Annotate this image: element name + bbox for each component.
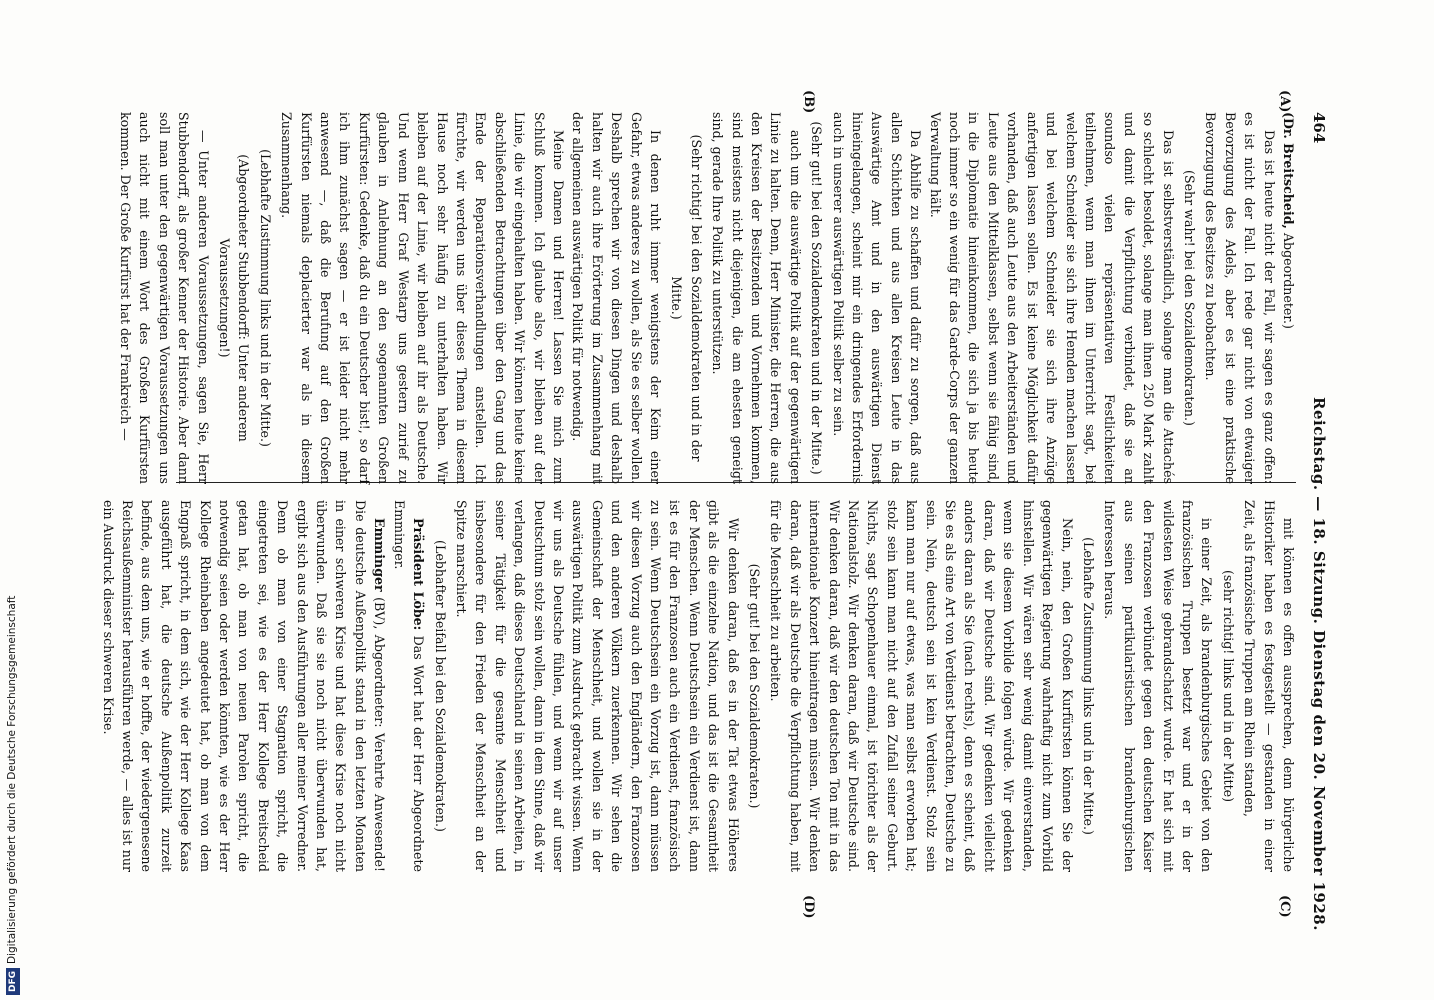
speech-paragraph (389, 500, 428, 872)
speech-paragraph: Nein, nein, den Großen Kurfürsten können Sie der gegenwärtigen Regierung wahrhaftig nicht zum Vorbild hinstellen. Wir wären sehr wenig damit einverstanden, wenn sie diesem Vorbilde folgen würde. Wir gedenken daran, daß wir Deutsche sind. Wir gedenken vielleicht anders daran als Sie (nach rechts), denn es scheint, daß Sie es als eine Art von Verdienst betrachten, Deutsche zu sein. Nein, deutsch sein ist kein Verdienst. Stolz sein kann man nur auf etwas, was man selbst erworben hat; stolz sein kann man nicht auf den Zufall seiner Geburt. Nichts, sagt Schopenhauer einmal, ist törichter als der Nationalstolz. Wir denken daran, daß wir Deutsche sind. Wir denken daran, daß wir den deutschen Ton mit in das internationale Konzert hineintragen müssen. Wir denken daran, daß wir als Deutsche die Verpflichtung haben, mit für die Menschheit zu arbeiten. (768, 500, 1075, 872)
speech-paragraph: in einer Zeit, als brandenburgisches Gebiet von den französischen Truppen besetzt war und er in der wildesten Weise gebrandschatzt wurde. Er hat sich mit den Franzosen verbündet gegen den deutschen Kaiser aus seinen partikularistischen brandenburgischen Interessen heraus. (1102, 500, 1215, 872)
digitization-footer (0, 0, 20, 1000)
speech-paragraph (98, 500, 389, 872)
speech-text: Das Wort hat der Herr Abgeordnete Emminger. (391, 500, 427, 872)
stage-direction: (Sehr gut! bei den Sozialdemokraten und in der Mitte.) (809, 121, 825, 475)
speaker-name: Emminger (372, 518, 388, 592)
speech-paragraph: Wir denken daran, daß es in der Tat etwas Höheres gibt als die einzelne Nation, und das ist die Gesamtheit der Menschen. Wenn Deutschsein ein Verdienst ist, dann ist es für den Franzosen auch ein Verdienst, französisch zu sein. Wenn Deutschsein ein Vorzug ist, dann müssen wir diesen Vorzug auch den Engländern, den Franzosen und den anderen Völkern zuerkennen. Wir sehen die Gemeinschaft der Menschheit, und wollen sie in der auswärtigen Politik zum Ausdruck gebracht wissen. Wenn wir uns als Deutsche fühlen, und wenn wir auf unser Deutschtum stolz sein wollen, dann in dem Sinne, daß wir verlangen, daß dieses Deutschland in seinen Arbeiten, in seiner Tätigkeit für die gesamte Menschheit und insbesondere für den Frieden der Menschheit an der Spitze marschiert. (453, 500, 741, 872)
dfg-logo: DFG (6, 968, 20, 995)
stage-direction: (Lebhafte Zustimmung links und in der Mitte.) (1080, 537, 1096, 835)
speech-paragraph: mit können es offen aussprechen, denn bürgerliche Historiker haben es festgestellt — gestanden in einer Zeit, als französische Truppen am Rhein standen, (1242, 500, 1296, 872)
margin-mark-c: (C) (1277, 895, 1292, 918)
speaker-role: Abgeordneter.) (1281, 232, 1296, 329)
margin-mark-b: (B) (801, 90, 816, 114)
speech-paragraph: Das ist selbstverständlich, solange man die Attachés so schlecht besoldet, solange man ihnen 250 Mark zahlt und damit die Verpflichtung verbindet, daß sie an soundso vielen repräsentativen Festlichkeiten teilnehmen, wenn man ihnen im Unterricht sagt, bei welchem Schneider sie sich ihre Hemden machen lassen und bei welchem Schneider sie sich ihre Anzüge anfertigen lassen sollen. Es ist keine Möglichkeit dafür vorhanden, daß auch Leute aus den Arbeiterständen und Leute aus den Mittelklassen, selbst wenn sie fähig sind, in die Diplomatie hineinkommen, die sich ja bis heute noch immer so ein wenig für das Garde-Corps der ganzen Verwaltung hält. (927, 112, 1176, 484)
speech-paragraph: Da Abhilfe zu schaffen und dafür zu sorgen, daß aus allen Schichten und aus allen Kreisen Leute in das Auswärtige Amt und in den auswärtigen Dienst hineingelangen, scheint mir ein dringendes Erfordernis auch in unserer auswärtigen Politik selber zu sein. (830, 112, 924, 484)
stage-direction: (sehr richtig! links und in der Mitte) (1220, 569, 1236, 803)
stage-direction: (Sehr wahr! bei den Sozialdemokraten.) (1181, 170, 1197, 426)
page-number: 464 (1310, 112, 1328, 144)
speech-paragraph: auch um die auswärtige Politik auf der gegenwärtigen Linie zu halten. Denn, Herr Minister, die Herren, die aus den Kreisen der Besitzenden und Vornehmen kommen, sind meistens nicht diejenigen, die am ehesten geneigt sind, gerade Ihre Politik zu unterstützen. (710, 112, 803, 484)
speaker-name: (Dr. Breitscheid, (1281, 112, 1296, 229)
speaker-heading (1279, 112, 1298, 484)
speech-paragraph: In denen ruht immer wenigstens der Keim einer Gefahr, etwas anderes zu wollen, als Sie es selber wollen. Deshalb sprechen wir von diesen Dingen und deshalb halten wir auch ihre Erörterung im Zusammenhang mit der allgemeinen auswärtigen Politik für notwendig. (570, 112, 663, 484)
stage-direction: (Abgeordneter Stubbendorff: Unter anderem Voraussetzungen!) (217, 154, 252, 442)
speech-paragraph: Das ist heute nicht der Fall, wir sagen es ganz offen: es ist nicht der Fall. Ich rede gar nicht von etwaiger Bevorzugung des Adels, aber es ist eine praktische Bevorzugung des Besitzes zu beobachten. (1203, 112, 1277, 484)
margin-mark-a: (A) (1277, 90, 1292, 113)
footer-text: Digitalisierung gefördert durch die Deutsche Forschungsgemeinschaft (6, 595, 18, 964)
right-column (98, 500, 1298, 872)
speech-text: (BV), Abgeordneter: Verehrte Anwesende! Die deutsche Außenpolitik stand in den letzten Monaten in einer schweren Krise und hat diese Krise noch nicht überwunden. Daß sie sie noch nicht überwunden hat, ergibt sich aus den Ausführungen aller meiner Vorredner. Denn ob man von einer Stagnation spricht, die eingetreten sei, wie es der Herr Kollege Breitscheid getan hat, ob man von neuen Parolen spricht, die notwendig seien oder werden könnten, wie es der Herr Kollege Rheinbaben angedeutet hat, ob man von dem Engpaß spricht, in dem sich, wie der Herr Kollege Kaas ausgeführt hat, die deutsche Außenpolitik zurzeit befinde, aus dem uns, wie er hoffte, der wiedergenesene Reichsaußenminister herausführen werde, — alles ist nur ein Ausdruck dieser schweren Krise. (100, 500, 388, 872)
left-column (116, 112, 1298, 484)
stage-direction: (Lebhafte Zustimmung links und in der Mitte.) (257, 149, 273, 447)
margin-mark-d: (D) (801, 895, 816, 919)
stage-direction: (Sehr richtig! bei den Sozialdemokraten und in der Mitte.) (669, 134, 704, 462)
page-title: Reichstag. — 18. Sitzung. Dienstag den 20. November 1928. (1310, 397, 1328, 931)
stage-direction: (Sehr gut! bei den Sozialdemokraten.) (747, 563, 763, 809)
rotated-page-content (30, 0, 1330, 1000)
speech-paragraph: Meine Damen und Herren! Lassen Sie mich zum Schluß kommen. Ich glaube also, wir bleiben auf der Linie, die wir eingehalten haben. Wir können heute keine abschließenden Betrachtungen über den Gang und das Ende der Reparationsverhandlungen anstellen. Ich fürchte, wir werden uns über dieses Thema in diesem Hause noch sehr häufig zu unterhalten haben. Wir bleiben auf der Linie, wir bleiben auf ihr als Deutsche. Und wenn Herr Graf Westarp uns gestern zurief zu glauben in Anlehnung an den sogenannten Großen Kurfürsten: Gedenke, daß du ein Deutscher bist!, so darf ich ihm zunächst sagen — er ist leider nicht mehr anwesend —, daß die Berufung auf den Großen Kurfürsten niemals deplacierter war als in diesem Zusammenhang. (279, 112, 566, 484)
speech-paragraph: — Unter anderen Voraussetzungen, sagen Sie, Herr Stubbendorff, als großer Kenner der Historie. Aber dann soll man unter den gegenwärtigen Voraussetzungen uns auch nicht mit einem Wort des Großen Kurfürsten kommen. Der Große Kurfürst hat der Frankreich — (118, 112, 211, 484)
speaker-name: Präsident Löbe: (411, 518, 427, 631)
page-header (1304, 112, 1330, 992)
stage-direction: (Lebhafter Beifall bei den Sozialdemokraten.) (432, 540, 448, 832)
